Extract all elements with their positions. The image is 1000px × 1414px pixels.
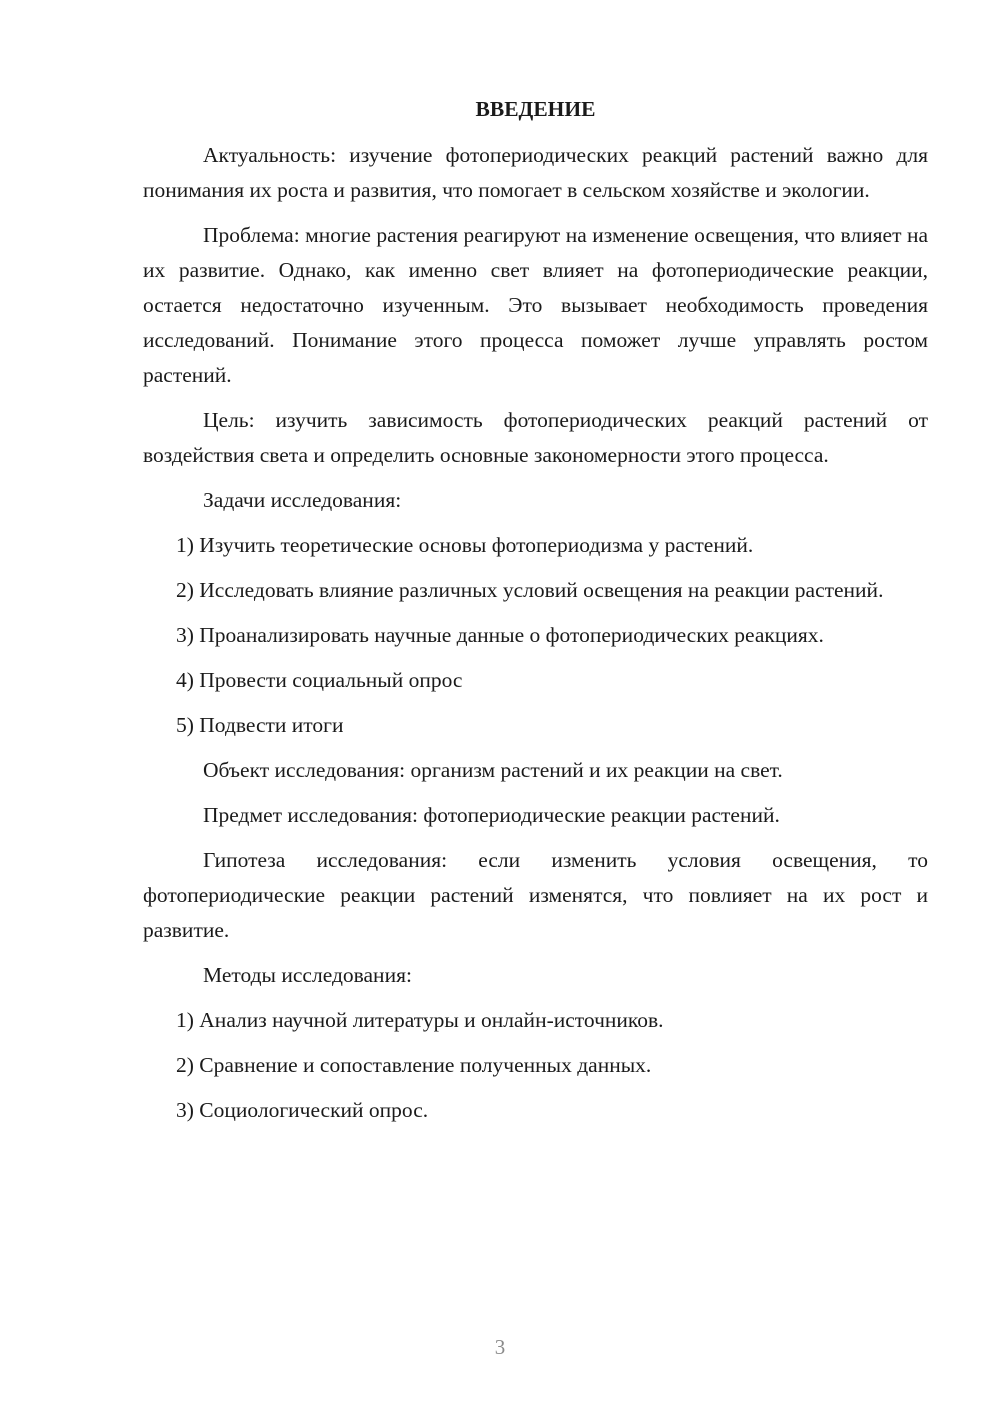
problem-paragraph: Проблема: многие растения реагируют на изменение освещения, что влияет на их развитие. Однако, как именно свет влияет на фотопериодические реакции, остается недостаточно изученным. Это вызывает необходимость проведения исследований. Понимание этого процесса поможет лучше управлять ростом растений. <box>143 223 928 387</box>
document-title: ВВЕДЕНИЕ <box>475 97 596 121</box>
task-item: 4) Провести социальный опрос <box>176 668 463 692</box>
task-item: 3) Проанализировать научные данные о фотопериодических реакциях. <box>176 623 824 647</box>
page-number: 3 <box>494 1335 506 1359</box>
subject-paragraph: Предмет исследования: фотопериодические реакции растений. <box>203 803 780 827</box>
tasks-label: Задачи исследования: <box>203 488 402 512</box>
task-item: 2) Исследовать влияние различных условий освещения на реакции растений. <box>176 578 884 602</box>
hypothesis-paragraph: Гипотеза исследования: если изменить условия освещения, то фотопериодические реакции растений изменятся, что повлияет на их рост и развитие. <box>143 848 928 942</box>
task-item: 1) Изучить теоретические основы фотопериодизма у растений. <box>176 533 754 557</box>
object-paragraph: Объект исследования: организм растений и их реакции на свет. <box>203 758 783 782</box>
method-item: 3) Социологический опрос. <box>176 1098 429 1122</box>
method-item: 1) Анализ научной литературы и онлайн-источников. <box>176 1008 664 1032</box>
methods-label: Методы исследования: <box>203 963 412 987</box>
task-item: 5) Подвести итоги <box>176 713 344 737</box>
relevance-paragraph: Актуальность: изучение фотопериодических реакций растений важно для понимания их роста и развития, что помогает в сельском хозяйстве и экологии. <box>143 143 928 202</box>
method-item: 2) Сравнение и сопоставление полученных данных. <box>176 1053 652 1077</box>
goal-paragraph: Цель: изучить зависимость фотопериодических реакций растений от воздействия света и определить основные закономерности этого процесса. <box>143 408 928 467</box>
document-page <box>143 92 928 1138</box>
